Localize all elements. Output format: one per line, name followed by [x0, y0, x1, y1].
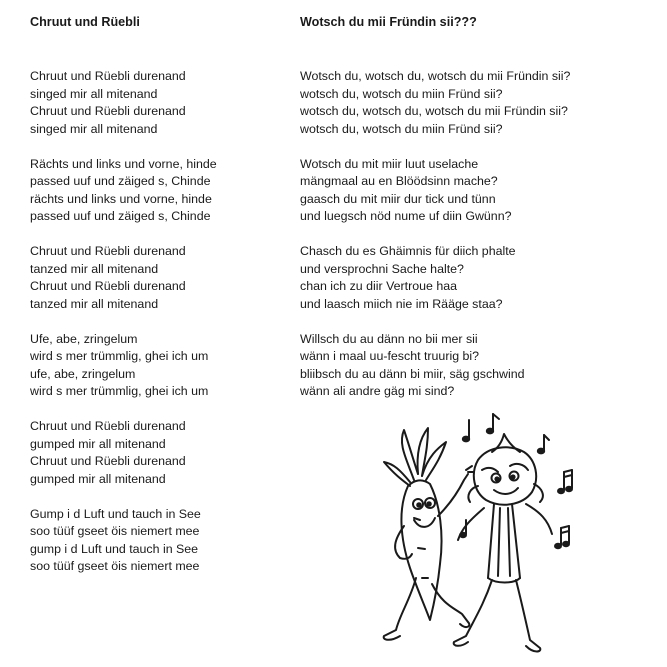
left-stanza-5 — [30, 418, 280, 488]
left-stanza-2 — [30, 156, 280, 226]
lyric-line: singed mir all mitenand — [30, 121, 158, 136]
lyric-line: passed uuf und zäiged s, Chinde — [30, 174, 211, 188]
music-note-icon — [555, 526, 569, 548]
lyric-line: gump i d Luft und tauch in See — [30, 541, 199, 556]
right-song — [300, 14, 660, 418]
lyric-line: wotsch du, wotsch du miin Fründ sii? — [300, 121, 503, 136]
right-stanza-4 — [300, 331, 660, 401]
lyric-line: tanzed mir all mitenand — [30, 261, 159, 276]
music-note-icon — [487, 414, 499, 433]
lyric-line: Wotsch du, wotsch du, wotsch du mii Fründin sii? — [300, 69, 571, 83]
lyric-line: und laasch miich nie im Rääge staa? — [300, 296, 503, 311]
lyric-line: bliibsch du au dänn bi miir, säg gschwind — [300, 366, 525, 381]
lyric-line: Willsch du au dänn no bii mer sii — [300, 331, 478, 346]
lyric-line: wird s mer trümmlig, ghei ich um — [30, 384, 209, 398]
lyric-line: wänn ali andre gäg mi sind? — [300, 384, 455, 398]
lyric-line: gumped mir all mitenand — [30, 471, 166, 486]
left-stanza-4 — [30, 331, 280, 401]
lyric-line: gaasch du mit miir dur tick und tünn — [300, 191, 496, 206]
music-note-icon — [558, 470, 572, 493]
lyric-line: und versprochni Sache halte? — [300, 261, 464, 276]
music-note-icon — [463, 420, 469, 441]
left-stanza-6 — [30, 506, 280, 576]
lyric-line: wänn i maal uu-fescht truurig bi? — [300, 349, 480, 363]
lyric-line: Gump i d Luft und tauch in See — [30, 506, 201, 521]
right-song-title: Wotsch du mii Fründin sii??? — [300, 15, 477, 29]
lyric-line: Chruut und Rüebli durenand — [30, 454, 186, 468]
lyric-line: und luegsch nöd nume uf diin Gwünn? — [300, 209, 512, 223]
left-stanza-3 — [30, 243, 280, 313]
dancing-carrot-and-cabbage-illustration — [370, 408, 575, 658]
right-stanza-1 — [300, 68, 660, 138]
lyric-line: Chruut und Rüebli durenand — [30, 244, 186, 258]
left-song-title: Chruut und Rüebli — [30, 15, 140, 29]
right-stanza-3 — [300, 243, 660, 313]
lyric-line: Rächts und links und vorne, hinde — [30, 156, 217, 171]
lyric-line: Chruut und Rüebli durenand — [30, 104, 186, 118]
lyric-line: Wotsch du mit miir luut uselache — [300, 156, 479, 171]
lyric-line: soo tüüf gseet öis niemert mee — [30, 524, 200, 538]
lyric-line: wotsch du, wotsch du miin Fründ sii? — [300, 86, 503, 101]
lyric-line: Chruut und Rüebli durenand — [30, 419, 186, 433]
lyric-line: chan ich zu diir Vertroue haa — [300, 279, 458, 293]
lyric-line: tanzed mir all mitenand — [30, 296, 159, 311]
lyric-line: passed uuf und zäiged s, Chinde — [30, 209, 211, 223]
lyric-line: Ufe, abe, zringelum — [30, 331, 138, 346]
right-stanza-2 — [300, 156, 660, 226]
lyric-line: wotsch du, wotsch du, wotsch du mii Fründin sii? — [300, 104, 568, 118]
lyric-line: singed mir all mitenand — [30, 86, 158, 101]
cabbage-head — [474, 447, 536, 504]
lyric-line: Chruut und Rüebli durenand — [30, 279, 186, 293]
lyric-line: Chruut und Rüebli durenand — [30, 69, 186, 83]
lyric-line: wird s mer trümmlig, ghei ich um — [30, 349, 209, 363]
lyric-line: ufe, abe, zringelum — [30, 366, 136, 381]
lyric-line: rächts und links und vorne, hinde — [30, 191, 212, 206]
lyric-line: Chasch du es Ghäimnis für diich phalte — [300, 244, 516, 258]
left-stanza-1 — [30, 68, 280, 138]
music-note-icon — [538, 435, 549, 453]
lyric-line: gumped mir all mitenand — [30, 436, 166, 451]
lyric-line: mängmaal au en Blöödsinn mache? — [300, 174, 498, 188]
lyric-line: soo tüüf gseet öis niemert mee — [30, 559, 200, 573]
left-song — [30, 14, 280, 593]
